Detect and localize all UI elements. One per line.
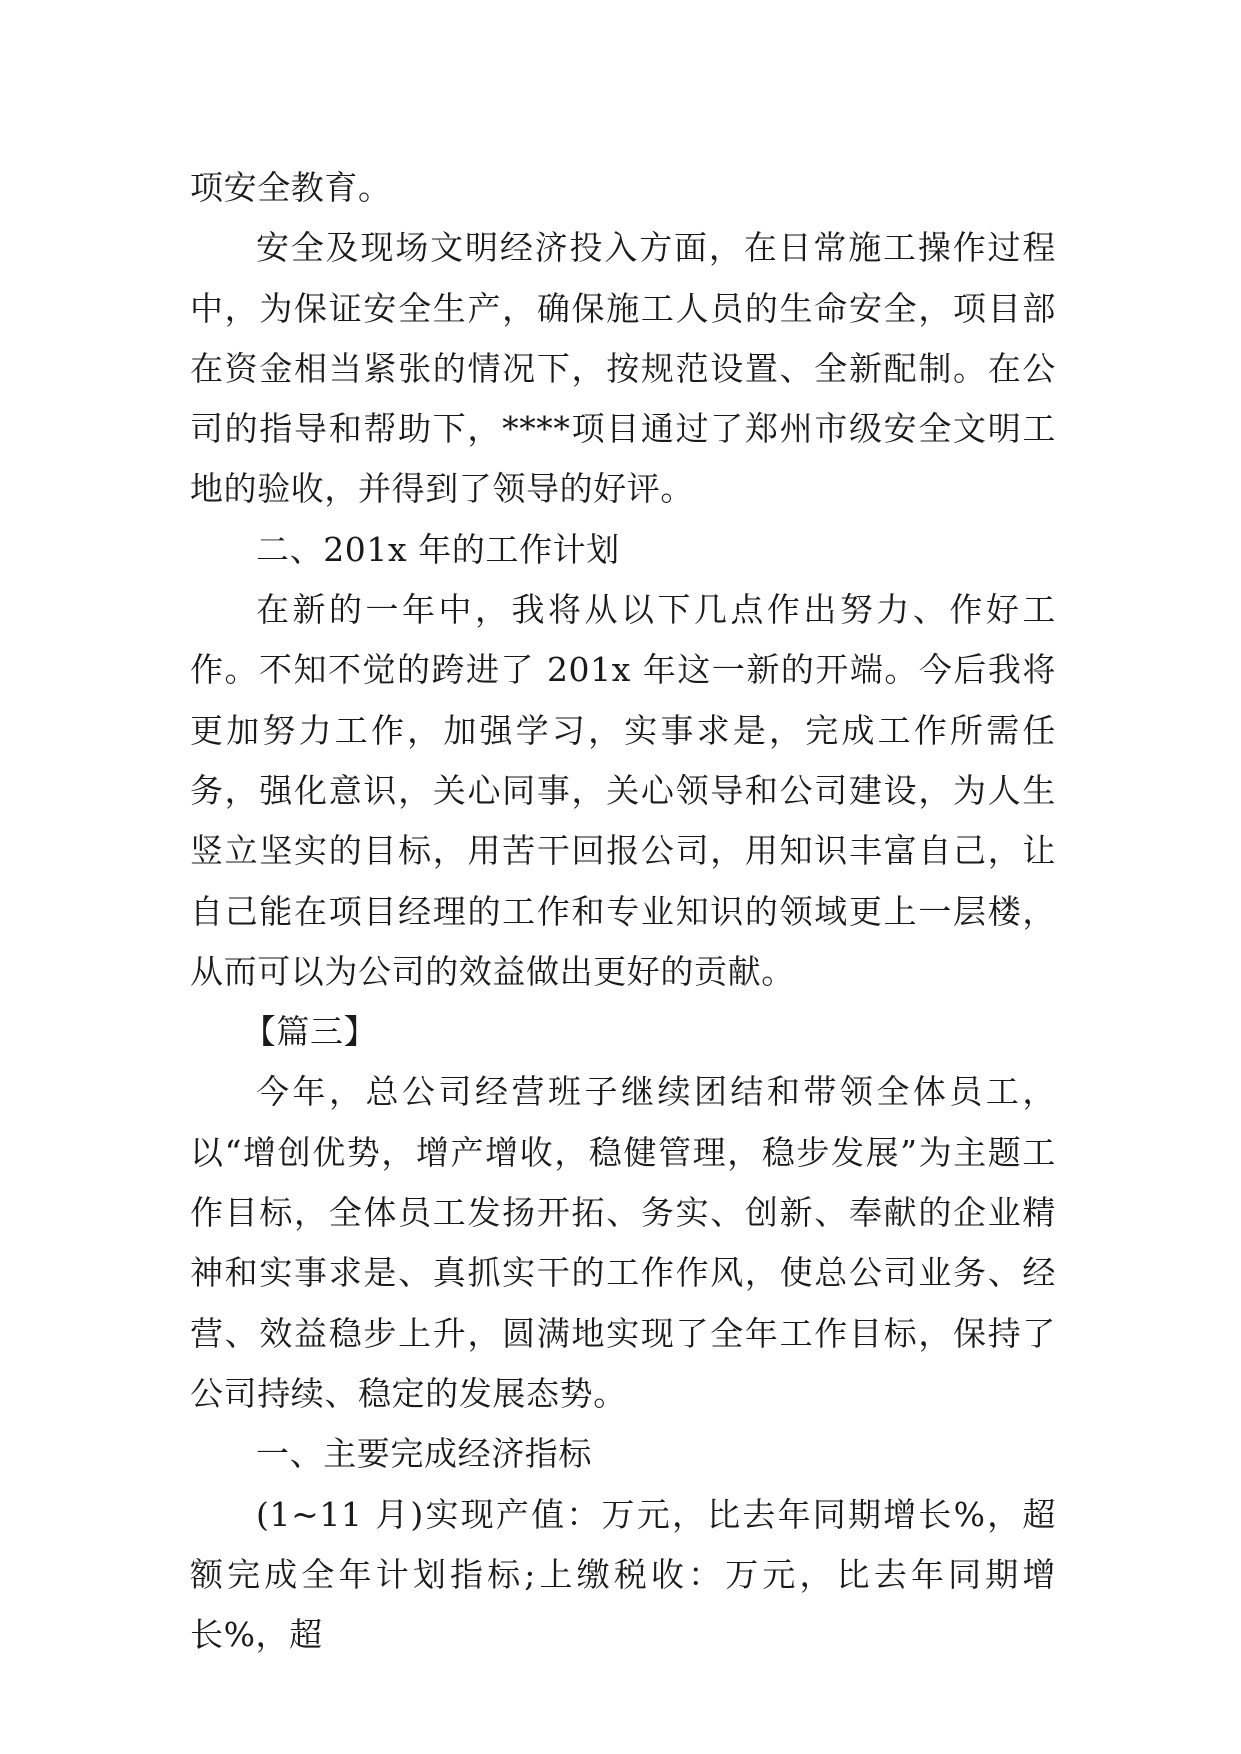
chapter-heading-part-three: 【篇三】 xyxy=(242,1012,378,1052)
section-heading-work-plan: 二、201x 年的工作计划 xyxy=(256,529,620,569)
paragraph-annual-summary: 今年，总公司经营班子继续团结和带领全体员工，以“增创优势，增产增收，稳健管理，稳步发展”为主题工作目标，全体员工发扬开拓、务实、创新、奉献的企业精神和实事求是、真抓实干的工作作风，使总公司业务、经营、效益稳步上升，圆满地实现了全年工作目标，保持了公司持续、稳定的发展态势。 xyxy=(190,1072,1056,1413)
section-heading-economic-indicators: 一、主要完成经济指标 xyxy=(256,1434,592,1474)
paragraph-economic-indicators: (1~11 月)实现产值：万元，比去年同期增长%，超额完成全年计划指标;上缴税收：万元，比去年同期增长%，超 xyxy=(190,1494,1056,1655)
document-body xyxy=(190,158,1056,1665)
paragraph-continuation: 项安全教育。 xyxy=(190,168,392,207)
paragraph-work-plan: 在新的一年中，我将从以下几点作出努力、作好工作。不知不觉的跨进了 201x 年这一新的开端。今后我将更加努力工作，加强学习，实事求是，完成工作所需任务，强化意识，关心同事，关心领导和公司建设，为人生竖立坚实的目标，用苦干回报公司，用知识丰富自己，让自己能在项目经理的工作和专业知识的领域更上一层楼，从而可以为公司的效益做出更好的贡献。 xyxy=(190,590,1056,991)
paragraph-safety-investment: 安全及现场文明经济投入方面，在日常施工操作过程中，为保证安全生产，确保施工人员的生命安全，项目部在资金相当紧张的情况下，按规范设置、全新配制。在公司的指导和帮助下，****项目通过了郑州市级安全文明工地的验收，并得到了领导的好评。 xyxy=(190,228,1056,509)
